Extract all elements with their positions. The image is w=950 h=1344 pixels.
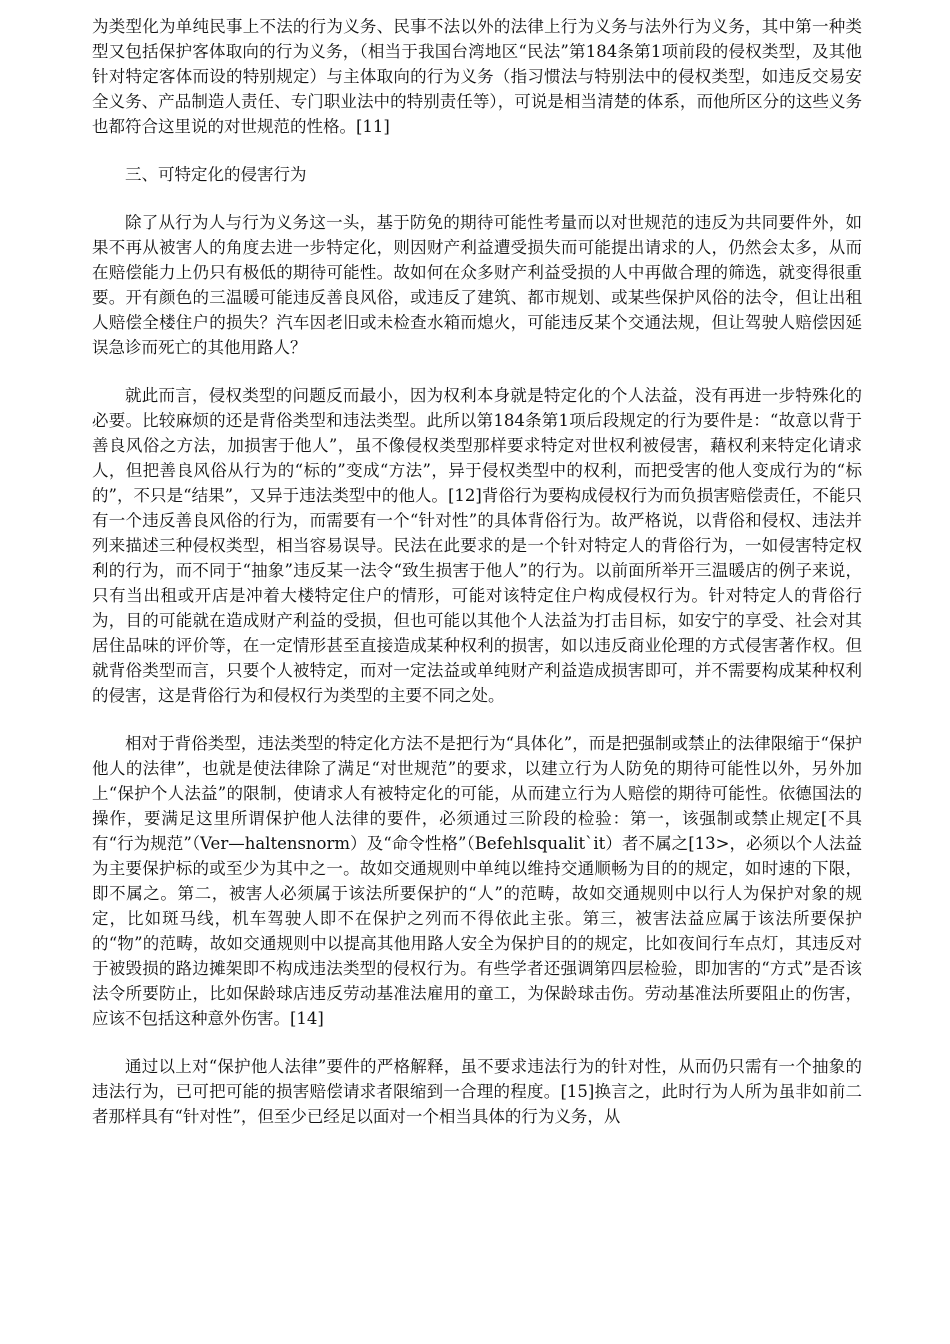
body-paragraph-3: 相对于背俗类型，违法类型的特定化方法不是把行为“具体化”，而是把强制或禁止的法律限缩于“保护他人的法律”，也就是使法律除了满足“对世规范”的要求，以建立行为人防免的期待可能性以外，另外加上“保护个人法益”的限制，使请求人有被特定化的可能，从而建立行为人赔偿的期待可能性。依德国法的操作，要满足这里所谓保护他人法律的要件，必须通过三阶段的检验：第一，该强制或禁止规定[不具有“行为规范”（Ver—haltensnorm）及“命令性格”（Befehlsqualit`it）者不属之[13>，必须以个人法益为主要保护标的或至少为其中之一。故如交通规则中单纯以维持交通顺畅为目的的规定，如时速的下限，即不属之。第二，被害人必须属于该法所要保护的“人”的范畴，故如交通规则中以行人为保护对象的规定，比如斑马线，机车驾驶人即不在保护之列而不得依此主张。第三，被害法益应属于该法所要保护的“物”的范畴，故如交通规则中以提高其他用路人安全为保护目的的规定，比如夜间行车点灯，其违反对于被毁损的路边摊架即不构成违法类型的侵权行为。有些学者还强调第四层检验，即加害的“方式”是否该法令所要防止，比如保龄球店违反劳动基准法雇用的童工，为保龄球击伤。劳动基准法所要阻止的伤害，应该不包括这种意外伤害。[14] [92,734,862,1028]
section-heading: 三、可特定化的侵害行为 [125,165,307,184]
body-paragraph-2: 就此而言，侵权类型的问题反而最小，因为权利本身就是特定化的个人法益，没有再进一步特殊化的必要。比较麻烦的还是背俗类型和违法类型。此所以第184条第1项后段规定的行为要件是：“故意以背于善良风俗之方法，加损害于他人”，虽不像侵权类型那样要求特定对世权利被侵害，藉权利来特定化请求人，但把善良风俗从行为的“标的”变成“方法”，异于侵权类型中的权利，而把受害的他人变成行为的“标的”，不只是“结果”，又异于违法类型中的他人。[12]背俗行为要构成侵权行为而负损害赔偿责任，不能只有一个违反善良风俗的行为，而需要有一个“针对性”的具体背俗行为。故严格说，以背俗和侵权、违法并列来描述三种侵权类型，相当容易误导。民法在此要求的是一个针对特定人的背俗行为，一如侵害特定权利的行为，而不同于“抽象”违反某一法令“致生损害于他人”的行为。以前面所举开三温暖店的例子来说，只有当出租或开店是冲着大楼特定住户的情形，可能对该特定住户构成侵权行为。针对特定人的背俗行为，目的可能就在造成财产利益的受损，但也可能以其他个人法益为打击目标，如安宁的享受、社会对其居住品味的评价等，在一定情形甚至直接造成某种权利的损害，如以违反商业伦理的方式侵害著作权。但就背俗类型而言，只要个人被特定，而对一定法益或单纯财产利益造成损害即可，并不需要构成某种权利的侵害，这是背俗行为和侵权行为类型的主要不同之处。 [92,386,862,705]
body-paragraph-4: 通过以上对“保护他人法律”要件的严格解释，虽不要求违法行为的针对性，从而仍只需有一个抽象的违法行为，已可把可能的损害赔偿请求者限缩到一合理的程度。[15]换言之，此时行为人所为虽非如前二者那样具有“针对性”，但至少已经足以面对一个相当具体的行为义务，从 [92,1057,862,1126]
body-paragraph-1: 除了从行为人与行为义务这一头，基于防免的期待可能性考量而以对世规范的违反为共同要件外，如果不再从被害人的角度去进一步特定化，则因财产利益遭受损失而可能提出请求的人，仍然会太多，从而在赔偿能力上仍只有极低的期待可能性。故如何在众多财产利益受损的人中再做合理的筛选，就变得很重要。开有颜色的三温暖可能违反善良风俗，或违反了建筑、都市规划、或某些保护风俗的法令，但让出租人赔偿全楼住户的损失？汽车因老旧或未检查水箱而熄火，可能违反某个交通法规，但让驾驶人赔偿因延误急诊而死亡的其他用路人？ [92,213,862,357]
document-page [92,14,862,1152]
intro-paragraph: 为类型化为单纯民事上不法的行为义务、民事不法以外的法律上行为义务与法外行为义务，其中第一种类型又包括保护客体取向的行为义务，（相当于我国台湾地区“民法”第184条第1项前段的侵权类型，及其他针对特定客体而设的特别规定）与主体取向的行为义务（指习惯法与特别法中的侵权类型，如违反交易安全义务、产品制造人责任、专门职业法中的特别责任等），可说是相当清楚的体系，而他所区分的这些义务也都符合这里说的对世规范的性格。[11] [92,17,862,136]
